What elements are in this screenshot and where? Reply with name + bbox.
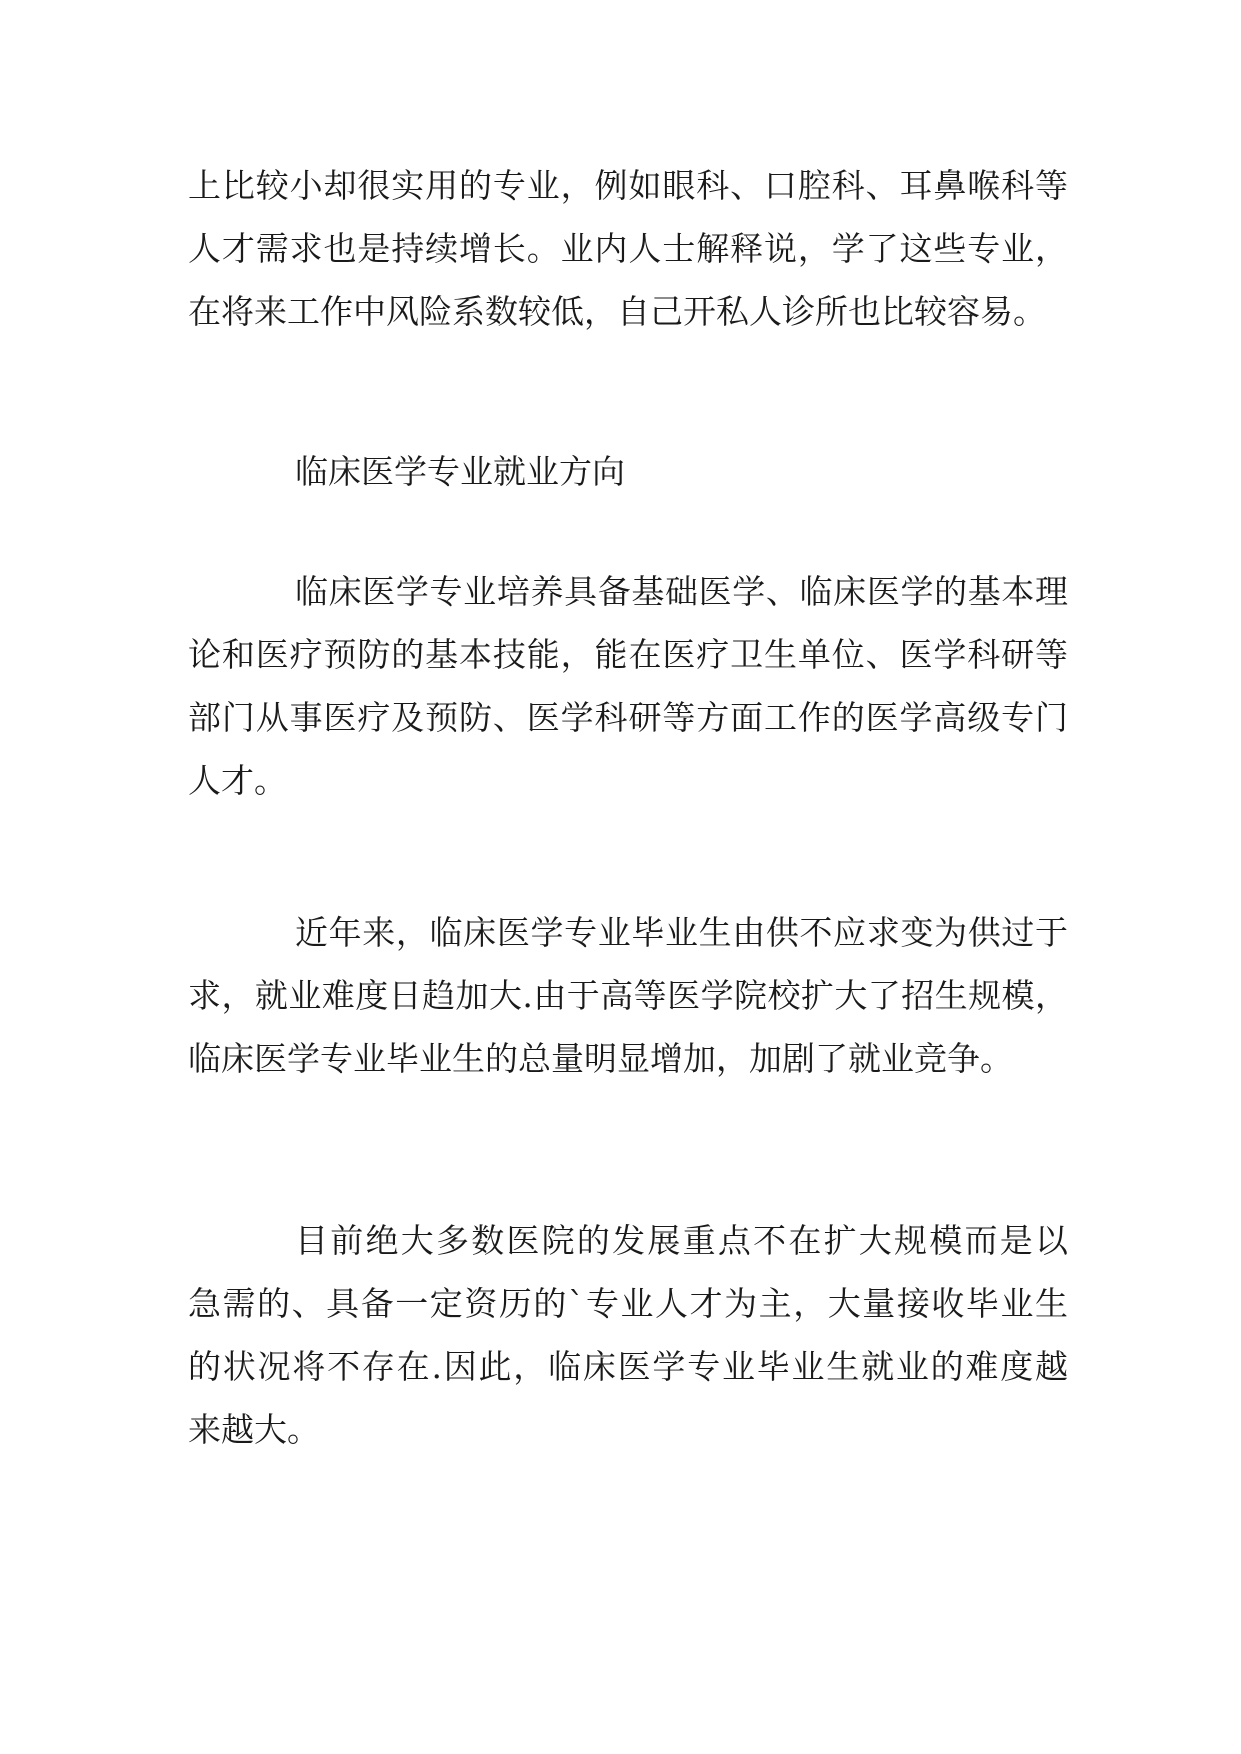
paragraph-1-line-3: 在将来工作中风险系数较低，自己开私人诊所也比较容易。 (188, 292, 1046, 331)
section-heading: 临床医学专业就业方向 (295, 452, 625, 491)
paragraph-1 (188, 154, 1068, 343)
paragraph-3-line-1: 近年来，临床医学专业毕业生由供不应求变为供过于 (295, 913, 1068, 952)
paragraph-2 (188, 560, 1068, 812)
paragraph-3 (188, 901, 1068, 1090)
paragraph-2-line-3: 部门从事医疗及预防、医学科研等方面工作的医学高级专门 (188, 698, 1068, 737)
paragraph-2-line-1: 临床医学专业培养具备基础医学、临床医学的基本理 (295, 572, 1068, 611)
paragraph-4-line-4: 来越大。 (188, 1410, 320, 1449)
paragraph-4 (188, 1209, 1068, 1461)
paragraph-2-line-2: 论和医疗预防的基本技能，能在医疗卫生单位、医学科研等 (188, 635, 1068, 674)
paragraph-4-line-2: 急需的、具备一定资历的`专业人才为主，大量接收毕业生 (188, 1284, 1068, 1323)
paragraph-4-line-1: 目前绝大多数医院的发展重点不在扩大规模而是以 (295, 1221, 1068, 1260)
paragraph-3-line-3: 临床医学专业毕业生的总量明显增加，加剧了就业竞争。 (188, 1039, 1013, 1078)
paragraph-1-line-2: 人才需求也是持续增长。业内人士解释说，学了这些专业， (188, 229, 1068, 268)
paragraph-4-line-3: 的状况将不存在.因此，临床医学专业毕业生就业的难度越 (188, 1347, 1068, 1386)
paragraph-2-line-4: 人才。 (188, 761, 287, 800)
paragraph-1-line-1: 上比较小却很实用的专业，例如眼科、口腔科、耳鼻喉科等 (188, 166, 1068, 205)
paragraph-3-line-2: 求，就业难度日趋加大.由于高等医学院校扩大了招生规模， (188, 976, 1068, 1015)
